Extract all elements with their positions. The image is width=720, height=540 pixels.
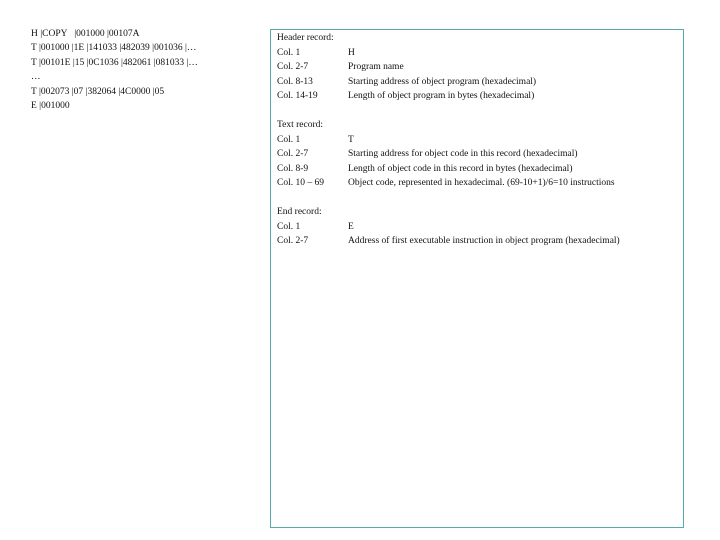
text-record-line: T |00101E |15 |0C1036 |482061 |081033 |… — [31, 57, 198, 68]
record-format-panel — [270, 29, 684, 528]
column-range: Col. 2-7 — [277, 149, 309, 159]
column-range: Col. 1 — [277, 134, 301, 145]
column-range: Col. 1 — [277, 47, 301, 58]
column-range: Col. 2-7 — [277, 62, 309, 72]
column-range: Col. 10 – 69 — [277, 178, 324, 188]
field-description: Starting address of object program (hexadecimal) — [348, 76, 537, 87]
end-record-line: E |001000 — [31, 100, 70, 111]
column-range: Col. 1 — [277, 221, 301, 232]
column-range: Col. 2-7 — [277, 236, 309, 246]
section-title: End record: — [277, 207, 322, 217]
field-row — [277, 46, 536, 61]
field-description: Address of first executable instruction in object program (hexadecimal) — [348, 236, 620, 246]
field-description: E — [348, 221, 354, 232]
field-row — [277, 220, 620, 235]
text-record-section — [277, 118, 615, 191]
field-description: T — [348, 134, 354, 145]
column-range: Col. 8-9 — [277, 163, 309, 174]
field-description: H — [348, 47, 355, 58]
field-row — [277, 75, 536, 90]
end-record-section — [277, 205, 620, 249]
ellipsis-line: … — [31, 72, 41, 83]
field-row — [277, 162, 615, 177]
section-title: Text record: — [277, 120, 324, 130]
column-range: Col. 8-13 — [277, 76, 313, 87]
header-record-line: H |COPY |001000 |00107A — [31, 29, 140, 39]
text-record-line: T |001000 |1E |141033 |482039 |001036 |… — [31, 43, 197, 54]
header-record-section — [277, 31, 536, 104]
field-row — [277, 234, 620, 249]
object-program-listing — [31, 27, 261, 113]
field-row — [277, 89, 536, 104]
column-range: Col. 14-19 — [277, 91, 318, 101]
text-record-line: T |002073 |07 |382064 |4C0000 |05 — [31, 86, 165, 97]
field-description: Length of object code in this record in bytes (hexadecimal) — [348, 163, 573, 174]
field-row — [277, 60, 536, 75]
field-description: Object code, represented in hexadecimal. (69-10+1)/6=10 instructions — [348, 178, 615, 188]
field-row — [277, 176, 615, 191]
field-row — [277, 133, 615, 148]
field-description: Length of object program in bytes (hexadecimal) — [348, 91, 535, 101]
section-title: Header record: — [277, 33, 334, 43]
field-row — [277, 147, 615, 162]
field-description: Program name — [348, 62, 404, 72]
field-description: Starting address for object code in this record (hexadecimal) — [348, 149, 578, 159]
